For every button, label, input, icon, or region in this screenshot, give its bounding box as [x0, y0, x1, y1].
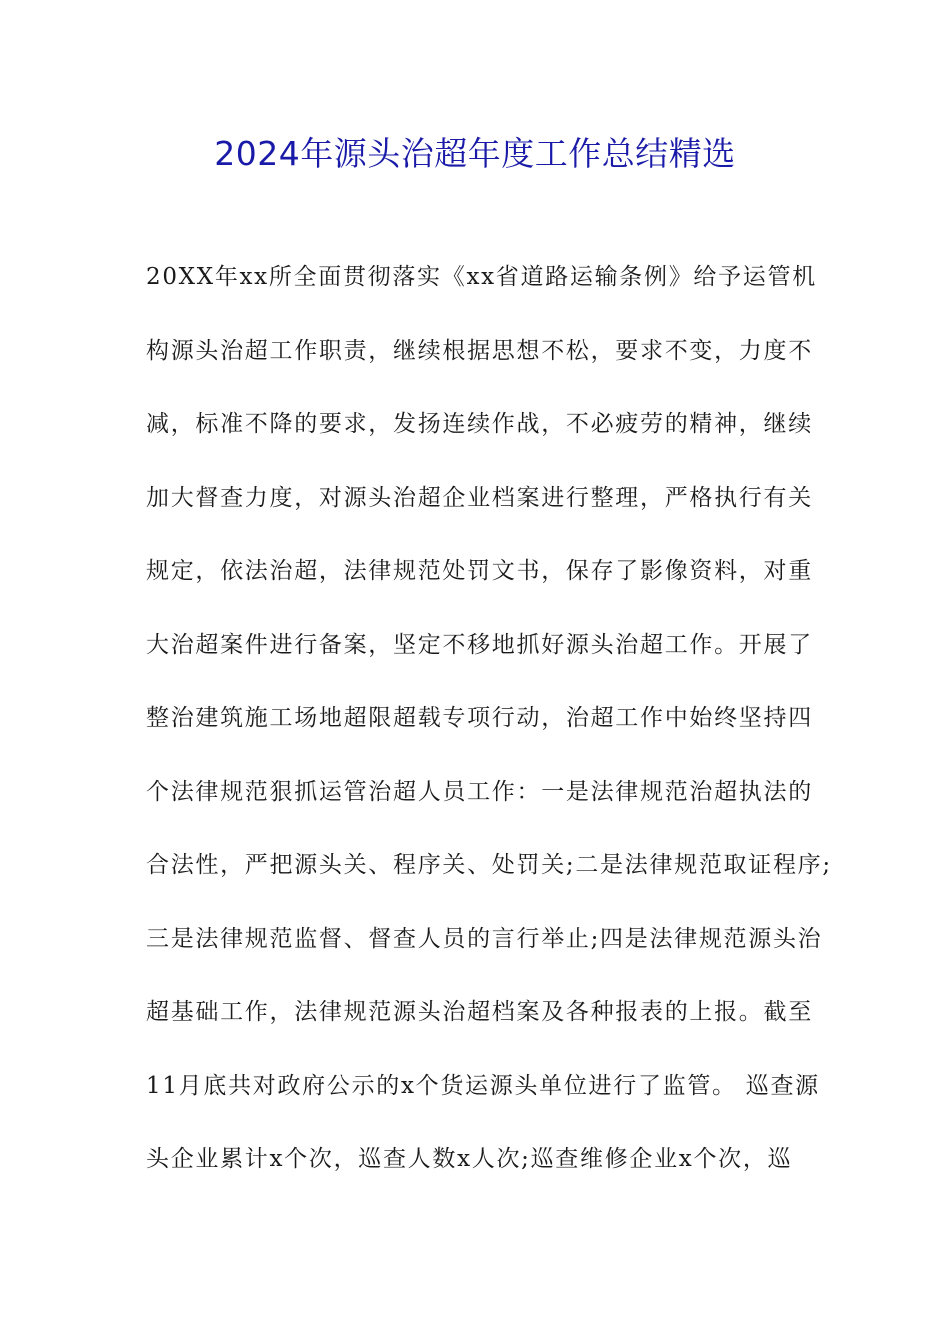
body-line-10: 三是法律规范监督、督查人员的言行举止;四是法律规范源头治 — [146, 925, 823, 952]
body-line-1: 20XX年xx所全面贯彻落实《xx省道路运输条例》给予运管机 — [146, 264, 817, 290]
body-line-4: 加大督查力度，对源头治超企业档案进行整理，严格执行有关 — [146, 484, 813, 511]
body-line-13: 头企业累计x个次，巡查人数x人次;巡查维修企业x个次，巡 — [146, 1146, 793, 1172]
body-line-9: 合法性，严把源头关、程序关、处罚关;二是法律规范取证程序; — [146, 852, 832, 878]
body-line-6: 大治超案件进行备案，坚定不移地抓好源头治超工作。开展了 — [146, 631, 813, 658]
body-line-2: 构源头治超工作职责，继续根据思想不松，要求不变，力度不 — [146, 337, 813, 364]
body-line-5: 规定，依法治超，法律规范处罚文书，保存了影像资料，对重 — [146, 558, 813, 584]
body-line-7: 整治建筑施工场地超限超载专项行动，治超工作中始终坚持四 — [146, 705, 813, 731]
body-line-12: 11月底共对政府公示的x个货运源头单位进行了监管。 巡查源 — [146, 1072, 820, 1099]
body-line-8: 个法律规范狠抓运管治超人员工作：一是法律规范治超执法的 — [146, 778, 813, 805]
document-title: 2024年源头治超年度工作总结精选 — [214, 134, 736, 173]
body-line-3: 减，标准不降的要求，发扬连续作战，不必疲劳的精神，继续 — [146, 411, 813, 437]
body-line-11: 超基础工作，法律规范源头治超档案及各种报表的上报。截至 — [146, 999, 813, 1025]
